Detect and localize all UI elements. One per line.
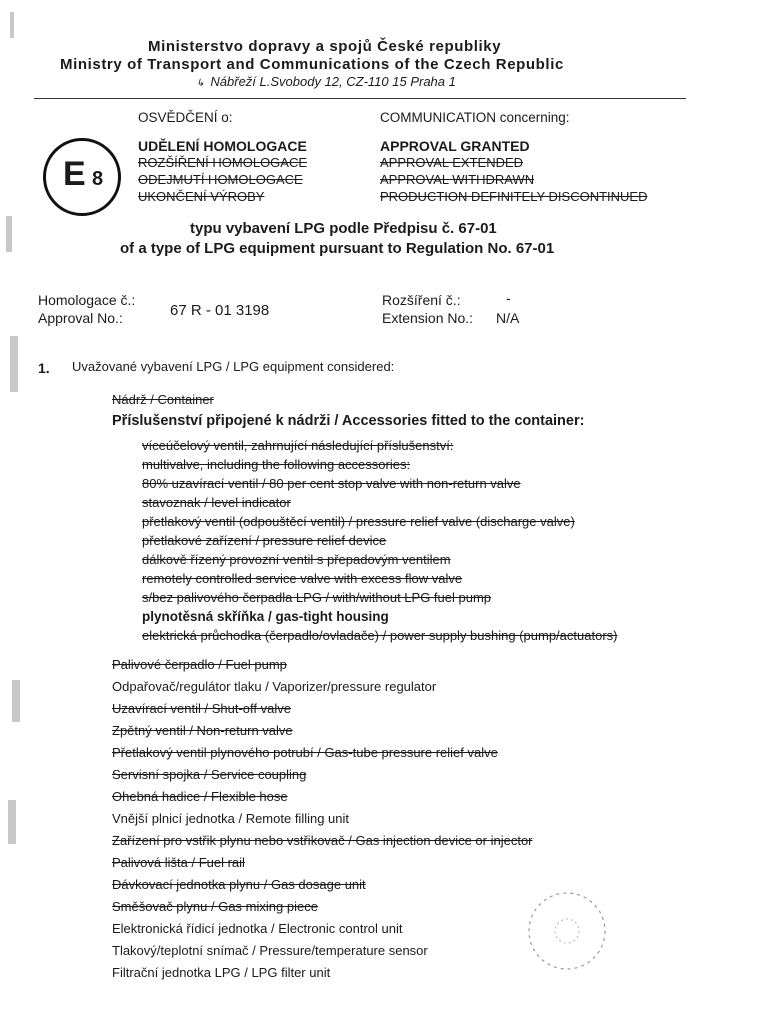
arrow-mark-icon: ↳ bbox=[196, 78, 205, 89]
component-item: Dávkovací jednotka plynu / Gas dosage unit bbox=[112, 877, 366, 892]
component-item: Palivová lišta / Fuel rail bbox=[112, 855, 245, 870]
status-granted-en: APPROVAL GRANTED bbox=[380, 138, 530, 154]
status-withdrawn-cz: ODEJMUTÍ HOMOLOGACE bbox=[138, 172, 303, 187]
accessory-item: remotely controlled service valve with excess flow valve bbox=[142, 571, 463, 586]
component-item: Zpětný ventil / Non-return valve bbox=[112, 723, 293, 738]
accessory-item: dálkově řízený provozní ventil s přepadovým ventilem bbox=[142, 552, 451, 567]
status-discontinued-en: PRODUCTION DEFINITELY DISCONTINUED bbox=[380, 189, 648, 204]
accessory-item: stavoznak / level indicator bbox=[142, 495, 291, 510]
component-item: Odpařovač/regulátor tlaku / Vaporizer/pressure regulator bbox=[112, 679, 437, 694]
accessory-item: víceúčelový ventil, zahrnující následující příslušenství: bbox=[142, 438, 454, 453]
accessory-item: přetlakové zařízení / pressure relief device bbox=[142, 533, 387, 548]
scan-artifact bbox=[12, 680, 20, 722]
component-item: Elektronická řídicí jednotka / Electronic control unit bbox=[112, 921, 403, 936]
component-item: Servisní spojka / Service coupling bbox=[112, 767, 307, 782]
accessory-item: přetlakový ventil (odpouštěcí ventil) / pressure relief valve (discharge valve) bbox=[142, 514, 575, 529]
component-item: Zařízení pro vstřik plynu nebo vstřikovač / Gas injection device or injector bbox=[112, 833, 533, 848]
ministry-name-en: Ministry of Transport and Communications of the Czech Republic bbox=[60, 56, 564, 73]
extension-label-en: Extension No.: bbox=[382, 310, 474, 326]
extension-value-cz: - bbox=[506, 290, 511, 306]
extension-number: N/A bbox=[496, 310, 520, 326]
components-list bbox=[112, 654, 533, 984]
container-item: Nádrž / Container bbox=[112, 392, 214, 407]
component-item: Filtrační jednotka LPG / LPG filter unit bbox=[112, 965, 331, 980]
accessory-item: 80% uzavírací ventil / 80 per cent stop valve with non-return valve bbox=[142, 476, 521, 491]
accessory-item-gas-tight-housing: plynotěsná skříňka / gas-tight housing bbox=[142, 609, 389, 624]
type-title-cz: typu vybavení LPG podle Předpisu č. 67-01 bbox=[190, 220, 497, 237]
header-divider bbox=[34, 98, 686, 99]
section-number: 1. bbox=[38, 360, 50, 376]
approval-mark-letter: E bbox=[63, 155, 86, 193]
approval-mark-icon bbox=[43, 138, 121, 216]
component-item: Ohebná hadice / Flexible hose bbox=[112, 789, 288, 804]
accessory-item: s/bez palivového čerpadla LPG / with/without LPG fuel pump bbox=[142, 590, 492, 605]
approval-number: 67 R - 01 3198 bbox=[170, 302, 270, 319]
component-item: Směšovač plynu / Gas mixing piece bbox=[112, 899, 318, 914]
accessories-heading: Příslušenství připojené k nádrži / Accessories fitted to the container: bbox=[112, 413, 585, 429]
ministry-address bbox=[196, 74, 456, 89]
accessory-item: multivalve, including the following accessories: bbox=[142, 457, 411, 472]
approval-label-cz: Homologace č.: bbox=[38, 292, 136, 308]
communication-label-cz: OSVĚDČENÍ o: bbox=[138, 110, 233, 125]
type-title-en: of a type of LPG equipment pursuant to Regulation No. 67-01 bbox=[120, 240, 555, 257]
ministry-name-cz: Ministerstvo dopravy a spojů České republiky bbox=[148, 38, 502, 55]
status-granted-cz: UDĚLENÍ HOMOLOGACE bbox=[138, 138, 307, 154]
status-extended-en: APPROVAL EXTENDED bbox=[380, 155, 524, 170]
component-item: Uzavírací ventil / Shut-off valve bbox=[112, 701, 291, 716]
component-item: Tlakový/teplotní snímač / Pressure/temperature sensor bbox=[112, 943, 428, 958]
stamp-icon bbox=[522, 876, 612, 986]
status-discontinued-cz: UKONČENÍ VÝROBY bbox=[138, 189, 265, 204]
communication-label-en: COMMUNICATION concerning: bbox=[380, 110, 570, 125]
approval-label-en: Approval No.: bbox=[38, 310, 123, 326]
accessory-item: elektrická průchodka (čerpadlo/ovladače) / power supply bushing (pump/actuators) bbox=[142, 628, 618, 643]
component-item: Vnější plnicí jednotka / Remote filling unit bbox=[112, 811, 350, 826]
address-text: Nábřeží L.Svobody 12, CZ-110 15 Praha 1 bbox=[210, 74, 456, 89]
scan-artifact bbox=[10, 12, 14, 38]
component-item: Palivové čerpadlo / Fuel pump bbox=[112, 657, 287, 672]
section-title: Uvažované vybavení LPG / LPG equipment considered: bbox=[72, 359, 395, 374]
extension-label-cz: Rozšíření č.: bbox=[382, 292, 461, 308]
approval-mark-number: 8 bbox=[92, 168, 104, 190]
scan-artifact bbox=[8, 800, 16, 844]
accessories-list bbox=[142, 436, 617, 645]
status-extended-cz: ROZŠÍŘENÍ HOMOLOGACE bbox=[138, 155, 308, 170]
scan-artifact bbox=[10, 336, 18, 392]
communication-list-cz bbox=[138, 138, 307, 206]
communication-list-en bbox=[380, 138, 647, 206]
status-withdrawn-en: APPROVAL WITHDRAWN bbox=[380, 172, 535, 187]
component-item: Přetlakový ventil plynového potrubí / Gas-tube pressure relief valve bbox=[112, 745, 498, 760]
scan-artifact bbox=[6, 216, 12, 252]
